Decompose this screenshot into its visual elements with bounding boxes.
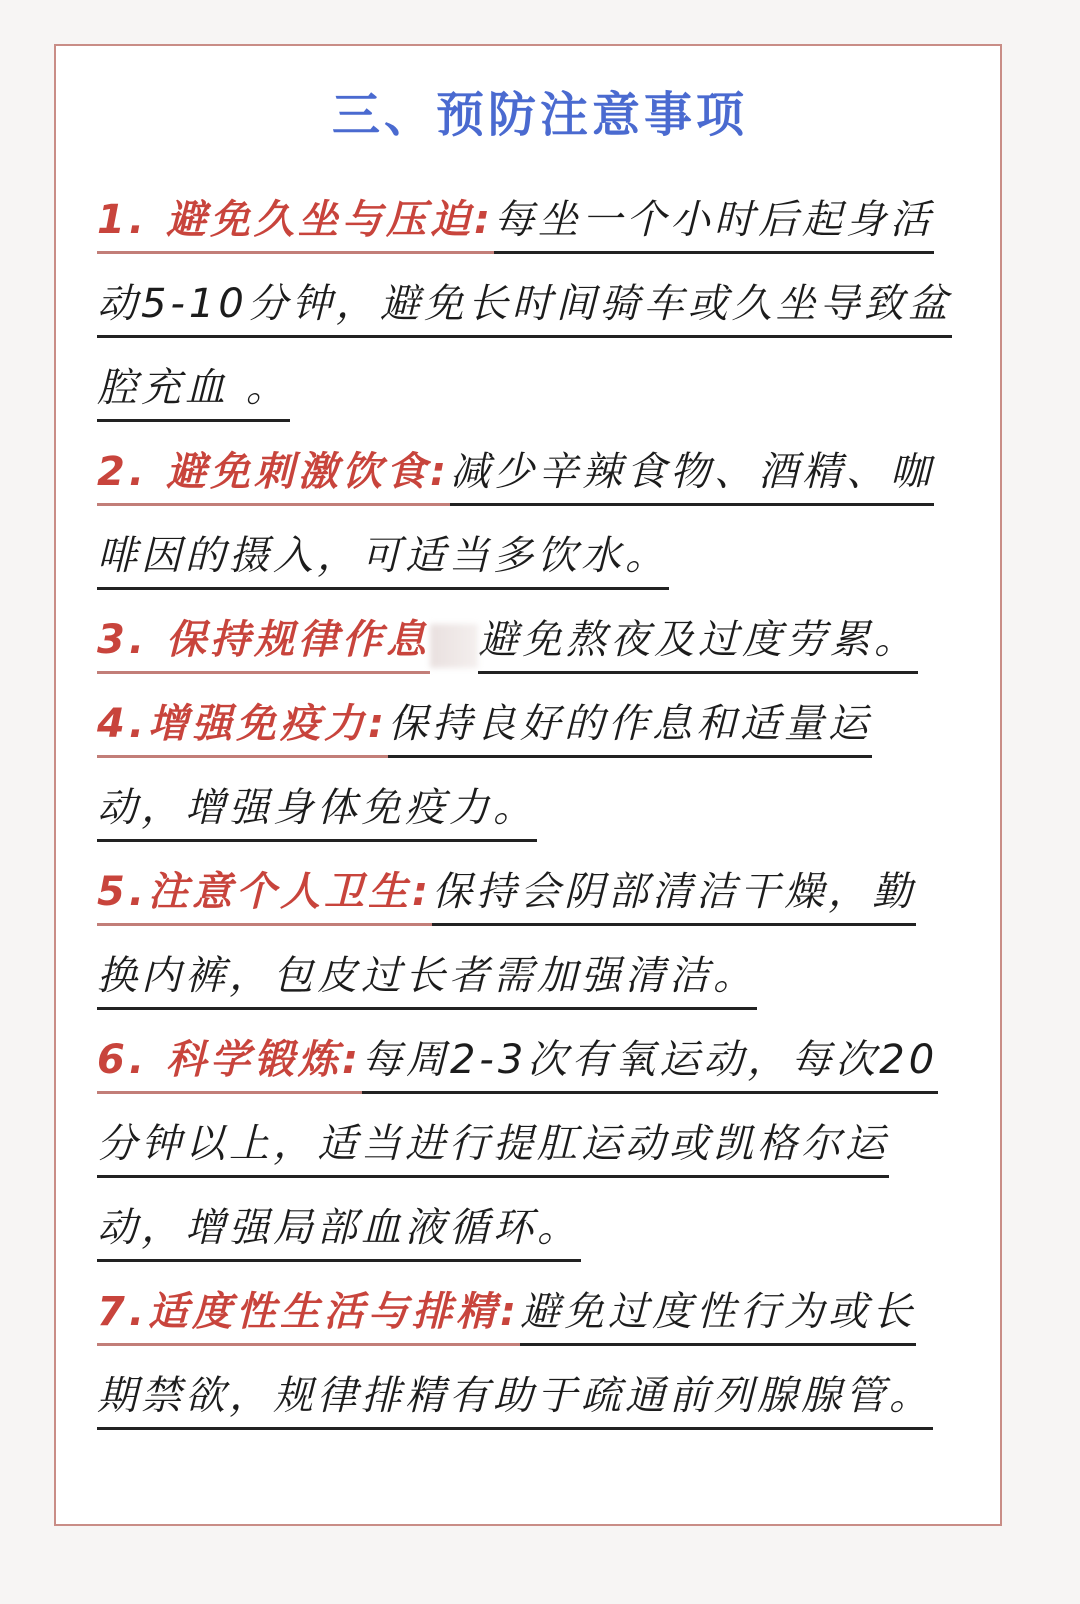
tip-heading: 7.适度性生活与排精: bbox=[97, 1262, 520, 1346]
tip-line bbox=[97, 170, 959, 254]
tip-line bbox=[97, 842, 959, 926]
tip-line bbox=[97, 926, 959, 1010]
tip-text: 腔充血 。 bbox=[97, 338, 290, 422]
tip-line bbox=[97, 1178, 959, 1262]
tip-text: 保持良好的作息和适量运 bbox=[388, 674, 872, 758]
tip-item-3 bbox=[97, 590, 959, 674]
tip-item-4 bbox=[97, 674, 959, 842]
tip-text: 动5-10分钟，避免长时间骑车或久坐导致盆 bbox=[97, 254, 952, 338]
tip-text: 动，增强身体免疫力。 bbox=[97, 758, 537, 842]
tip-line bbox=[97, 590, 959, 674]
tip-text: 避免熬夜及过度劳累。 bbox=[478, 590, 918, 674]
tip-text: 换内裤，包皮过长者需加强清洁。 bbox=[97, 926, 757, 1010]
tip-heading: 5.注意个人卫生: bbox=[97, 842, 432, 926]
tip-item-2 bbox=[97, 422, 959, 590]
tip-text: 避免过度性行为或长 bbox=[520, 1262, 916, 1346]
tip-item-1 bbox=[97, 170, 959, 422]
tip-line bbox=[97, 1010, 959, 1094]
tip-heading: 2. 避免刺激饮食: bbox=[97, 422, 450, 506]
tip-heading: 3. 保持规律作息 bbox=[97, 590, 430, 674]
tip-line bbox=[97, 1262, 959, 1346]
tip-line bbox=[97, 1094, 959, 1178]
tip-line bbox=[97, 254, 959, 338]
tip-item-6 bbox=[97, 1010, 959, 1262]
tip-text: 每周2-3次有氧运动，每次20 bbox=[362, 1010, 938, 1094]
tip-text: 每坐一个小时后起身活 bbox=[494, 170, 934, 254]
tip-line bbox=[97, 758, 959, 842]
tip-heading: 1. 避免久坐与压迫: bbox=[97, 170, 494, 254]
tip-text: 分钟以上，适当进行提肛运动或凯格尔运 bbox=[97, 1094, 889, 1178]
tip-item-7 bbox=[97, 1262, 959, 1430]
tip-heading: 4.增强免疫力: bbox=[97, 674, 388, 758]
page-title: 三、预防注意事项 bbox=[331, 87, 748, 143]
tip-heading: 6. 科学锻炼: bbox=[97, 1010, 362, 1094]
tips-list bbox=[97, 170, 959, 1430]
tip-text: 减少辛辣食物、酒精、咖 bbox=[450, 422, 934, 506]
tip-line bbox=[97, 338, 959, 422]
tip-line bbox=[97, 506, 959, 590]
tip-text: 啡因的摄入，可适当多饮水。 bbox=[97, 506, 669, 590]
tip-text: 动，增强局部血液循环。 bbox=[97, 1178, 581, 1262]
tip-line bbox=[97, 422, 959, 506]
tip-line bbox=[97, 1346, 959, 1430]
blurred-region bbox=[430, 624, 478, 668]
tip-line bbox=[97, 674, 959, 758]
tip-text: 期禁欲，规律排精有助于疏通前列腺腺管。 bbox=[97, 1346, 933, 1430]
tip-item-5 bbox=[97, 842, 959, 1010]
tip-text: 保持会阴部清洁干燥，勤 bbox=[432, 842, 916, 926]
